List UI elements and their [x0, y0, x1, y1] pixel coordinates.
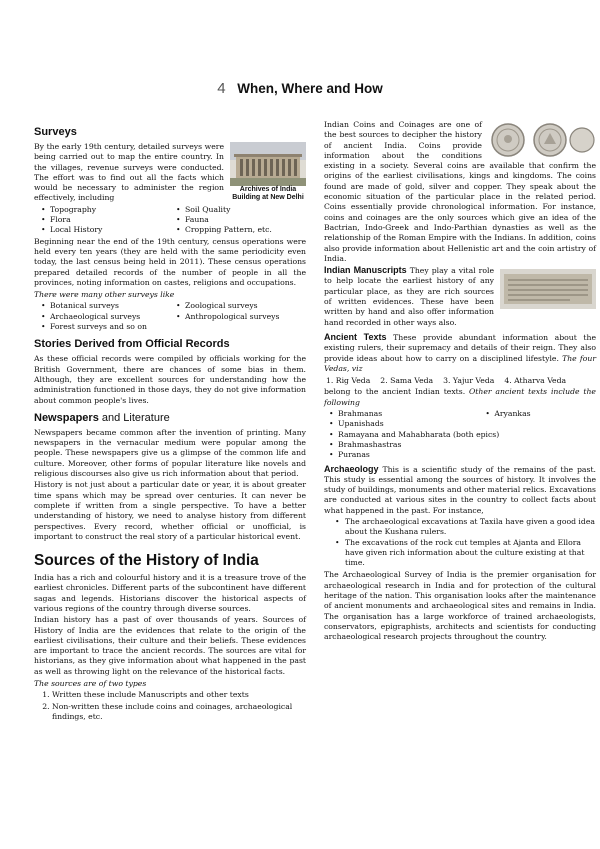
surveys-heading: Surveys	[34, 126, 77, 138]
coins-para: Indian Coins and Coinages are one of the best sources to decipher the history of ancient India. Coins provide information about the conditions existing in a society. Several coins are available that confirm the origins of the earliest civilisations, kings and kingdoms. The coins found are made of gold, silver and copper. They speak about the economic situation of the particular place in the related period. Coins essentially provide chronological information. For instance, coins and coinages are the only sources which give an idea of the Bactrian, Indo-Greek and Indo-Parthian dynasties as well as the relationship of the Roman Empire with the Indians. In addition, coins also provide information about Hellenistic art and the coin artistry of India.	[324, 120, 596, 263]
list-item: • Upanishads	[328, 419, 596, 429]
list-item: • Anthropological surveys	[175, 312, 306, 322]
figure-caption: Archives of India Building at New Delhi	[232, 186, 304, 201]
list-item: • Flora	[40, 215, 171, 225]
right-column	[324, 120, 596, 644]
coins-figure	[488, 122, 596, 158]
stories-para: As these official records were compiled by officials working for the British Government, there are chances of some bias in them. Although, they are excellent sources for understanding how the administration functioned in those days, they do not give information about common people's lives.	[34, 354, 306, 405]
surveys-para-1: By the early 19th century, detailed surveys were being carried out to map the entire country. In the villages, revenue surveys were conducted. The effort was to find out all the facts which would be necessary to administer the region effectively, including	[34, 142, 224, 203]
archives-building-image	[230, 142, 306, 186]
list-item: 1. Rig Veda	[326, 376, 371, 386]
archaeology-para	[324, 464, 596, 516]
texts-belong-para	[324, 387, 596, 408]
list-item: • Topography	[40, 205, 171, 215]
newspapers-para-1: Newspapers became common after the invention of printing. Many newspapers in the vernacular medium were popular among the people. These newspapers give us a glimpse of the common life and culture. Moreover, other forms of popular literature like novels and religious discourses also give us rich information about that period.	[34, 427, 306, 479]
archaeology-lead: Archaeology	[324, 463, 379, 474]
list-item: • Cropping Pattern, etc.	[175, 225, 306, 235]
ancient-texts-para	[324, 332, 596, 374]
manuscripts-lead: Indian Manuscripts	[324, 265, 407, 276]
other-surveys-list	[40, 301, 306, 332]
manuscript-figure	[500, 269, 596, 309]
vedas-list	[326, 376, 596, 386]
list-item: • Local History	[40, 225, 171, 235]
list-item: • The excavations of the rock cut temples at Ajanta and Ellora have given rich information about the culture existing at that time.	[334, 538, 596, 569]
ancient-texts-text: These provide abundant information about the existing rulers, their supremacy and details of their reign. They also provide ideas about how to carry on a disciplined lifestyle.	[324, 332, 597, 363]
newspapers-heading-bold: Newspapers	[34, 411, 99, 424]
list-item: • Archaeological surveys	[40, 312, 171, 322]
list-item: • Fauna	[175, 215, 306, 225]
other-texts-intro: Other ancient texts include the following	[324, 387, 596, 407]
page-number: 4	[217, 80, 226, 97]
sources-para-1: India has a rich and colourful history and it is a treasure trove of the earliest chronicles. Different parts of the subcontinent have different sagas and legends. Historians discover the historical aspects of various regions of the country through diverse sources.	[34, 573, 306, 613]
manuscript-image	[500, 269, 596, 309]
other-surveys-intro: There were many other surveys like	[34, 290, 175, 300]
list-item: • Botanical surveys	[40, 301, 171, 311]
newspapers-heading-light: and Literature	[101, 411, 170, 424]
list-item: • Brahmashastras	[328, 440, 596, 450]
source-types-list	[34, 690, 306, 722]
archives-figure	[230, 142, 306, 202]
list-item: 2. Sama Veda	[380, 376, 434, 386]
stories-heading: Stories Derived from Official Records	[34, 338, 230, 351]
sources-heading: Sources of the History of India	[34, 552, 259, 570]
sources-para-2: Indian history has a past of over thousands of years. Sources of History of India are the evidences that relate to the origin of the earliest civilisations, their culture and their beliefs. These evidences are important to trace the ancient records. The sources are vital for historians, as they give information about what happened in the past as well as throwing light on the relevance of the historical facts.	[34, 615, 306, 676]
list-item: • Aryankas	[484, 409, 596, 419]
coins-image	[488, 122, 596, 158]
survey-topics-list	[40, 205, 306, 236]
page-header	[0, 80, 600, 97]
list-item: • Soil Quality	[175, 205, 306, 215]
list-item: 2. Non-written these include coins and coinages, archaeological findings, etc.	[52, 702, 306, 723]
vedas-intro: The four Vedas, viz	[324, 353, 596, 373]
list-item: • Puranas	[328, 450, 596, 460]
list-item: 3. Yajur Veda	[443, 376, 495, 386]
belong-text: belong to the ancient Indian texts.	[324, 387, 466, 397]
list-item: • Zoological surveys	[175, 301, 306, 311]
list-item: 1. Written these include Manuscripts and other texts	[52, 690, 306, 700]
list-item: 4. Atharva Veda	[504, 376, 567, 386]
archaeology-text: This is a scientific study of the remains of the past. This study is essential among the sources of history. It involves the study of buildings, monuments and other material relics. Excavations are conducted at various sites in the country to collect facts about what happened in the past. For instance,	[324, 464, 596, 515]
newspapers-heading	[34, 412, 306, 425]
ancient-texts-lead: Ancient Texts	[324, 331, 387, 342]
ancient-texts-list	[328, 409, 596, 460]
source-types-intro: The sources are of two types	[34, 679, 147, 689]
left-column	[34, 120, 306, 723]
newspapers-para-2: History is not just about a particular date or year, it is about greater time spans which may be spread over centuries. It can never be complete if written from a single perspective. To have a better understanding of history, we need to analyse history from different perspectives. Every record, whether official or unofficial, is important to construct the real story of a particular historical event.	[34, 480, 306, 541]
asi-para: The Archaeological Survey of India is the premier organisation for archaeological research in India and for protection of the cultural heritage of the nation. This organisation looks after the maintenance of ancient monuments and archaeological sites and remains in India. The organisation has a large workforce of trained archaeologists, conservators, epigraphists, architects and scientists for conducting archaeological research projects throughout the country.	[324, 570, 596, 642]
surveys-para-2: Beginning near the end of the 19th century, census operations were held every ten years (they are held with the same periodicity even today, the last census being held in 2011). These census operations prepared detailed records of the number of people in all the provinces, noting information on castes, religions and occupations.	[34, 236, 306, 287]
list-item: • Forest surveys and so on	[40, 322, 171, 332]
list-item: • Brahmanas	[328, 409, 484, 419]
list-item: • Ramayana and Mahabharata (both epics)	[328, 430, 596, 440]
chapter-title: When, Where and How	[237, 81, 383, 96]
manuscripts-text: They play a vital role to help locate the earliest history of any particular place, as they are rich sources of written evidences. These have been written by hand and also offer information hand recorded in other ways also.	[324, 266, 494, 327]
archaeology-points	[334, 517, 596, 568]
list-item: • The archaeological excavations at Taxila have given a good idea about the Kushana rulers.	[334, 517, 596, 538]
